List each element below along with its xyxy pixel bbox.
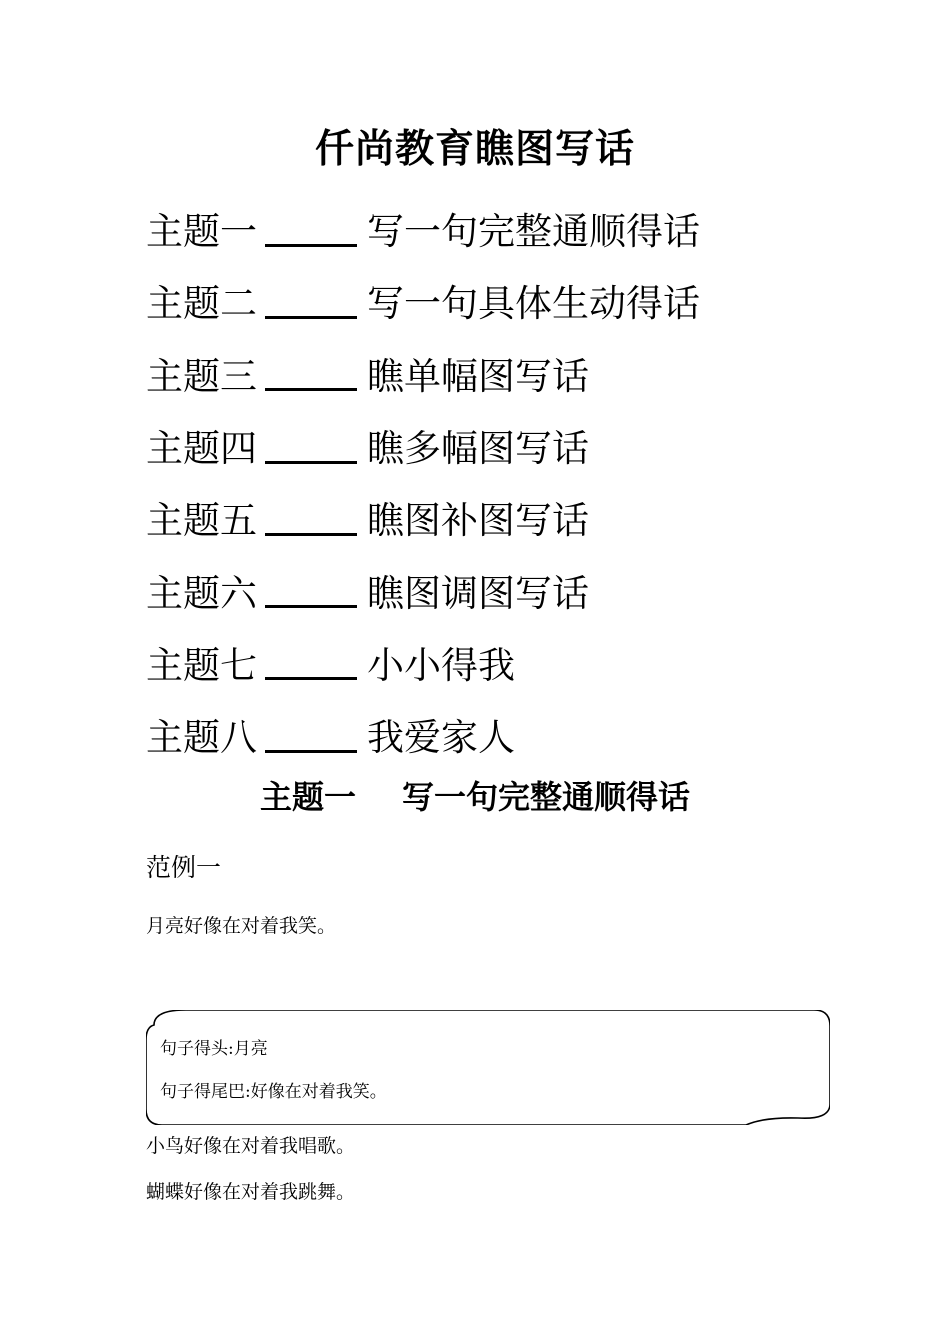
- example-label: 范例一: [146, 853, 222, 882]
- toc-item-topic: 写一句完整通顺得话: [367, 210, 700, 254]
- toc-blank-line: [265, 647, 357, 680]
- toc-item-topic: 小小得我: [367, 643, 515, 687]
- toc-item: [146, 264, 700, 336]
- example-sentence-extra: 小鸟好像在对着我唱歌。: [146, 1135, 356, 1157]
- toc-blank-line: [265, 575, 357, 608]
- sentence-analysis-box: [146, 1010, 830, 1125]
- toc-item: [146, 409, 700, 481]
- toc-item-topic: 瞧图调图写话: [367, 571, 589, 615]
- toc-item-topic: 瞧多幅图写话: [367, 427, 589, 471]
- toc-item: [146, 481, 700, 553]
- toc-item: [146, 337, 700, 409]
- toc-item-number: 主题七: [146, 643, 257, 687]
- section-heading: [0, 773, 950, 821]
- sentence-head-text: 句子得头:月亮: [160, 1039, 268, 1059]
- toc-blank-line: [265, 214, 357, 247]
- table-of-contents: [146, 192, 700, 770]
- document-title: 仟尚教育瞧图写话: [314, 127, 635, 172]
- toc-item: [146, 698, 700, 770]
- toc-item-topic: 我爱家人: [367, 716, 515, 760]
- toc-item-number: 主题三: [146, 354, 257, 398]
- toc-blank-line: [265, 286, 357, 319]
- toc-item-topic: 写一句具体生动得话: [367, 282, 700, 326]
- sentence-tail-text: 句子得尾巴:好像在对着我笑。: [160, 1082, 387, 1102]
- toc-item-number: 主题六: [146, 571, 257, 615]
- example-sentence-extra: 蝴蝶好像在对着我跳舞。: [146, 1181, 356, 1203]
- toc-item-topic: 瞧图补图写话: [367, 499, 589, 543]
- toc-item-topic: 瞧单幅图写话: [367, 354, 589, 398]
- toc-item-number: 主题一: [146, 210, 257, 254]
- toc-item-number: 主题八: [146, 716, 257, 760]
- toc-blank-line: [265, 503, 357, 536]
- toc-item: [146, 192, 700, 264]
- section-heading-topic: 写一句完整通顺得话: [402, 778, 691, 816]
- toc-item-number: 主题二: [146, 282, 257, 326]
- toc-item: [146, 626, 700, 698]
- toc-item-number: 主题五: [146, 499, 257, 543]
- toc-item-number: 主题四: [146, 427, 257, 471]
- toc-blank-line: [265, 431, 357, 464]
- toc-blank-line: [265, 358, 357, 391]
- scroll-frame-shape: [146, 1010, 830, 1125]
- toc-item: [146, 553, 700, 625]
- section-heading-number: 主题一: [259, 778, 356, 816]
- toc-blank-line: [265, 720, 357, 753]
- example-sentence: 月亮好像在对着我笑。: [146, 915, 337, 937]
